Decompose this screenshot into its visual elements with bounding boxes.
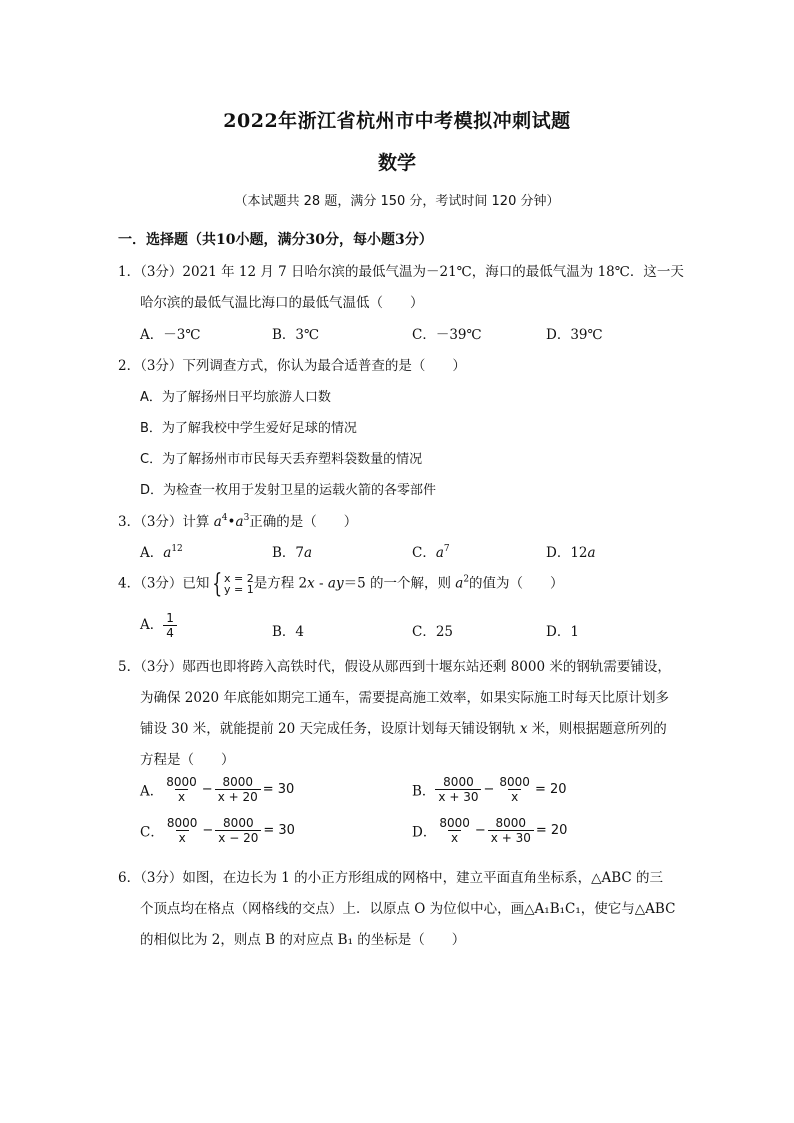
q6-line2: 个顶点均在格点（网格线的交点）上．以原点 O 为位似中心，画△A₁B₁C₁，使它与△ABC [140,901,676,917]
q4-stem: 4．（3分）已知 { x = 2 y = 1 是方程 2x - ay＝5 的一个解，则 $a^2$的值为（ ） [118,569,564,599]
subject-title: 数学 [377,152,416,174]
q2-option-d: D．为检查一枚用于发射卫星的运载火箭的各零部件 [140,483,437,498]
q6-line1: 6．（3分）如图，在边长为 1 的小正方形组成的网格中，建立平面直角坐标系，△ABC 的三 [118,870,664,886]
q2-option-a: A．为了解扬州日平均旅游人口数 [140,390,331,405]
q4-equation-system: { x = 2 y = 1 [212,569,254,599]
q6-line3: 的相似比为 2，则点 B 的对应点 B₁ 的坐标是（ ） [140,932,466,948]
exam-title: 2022年浙江省杭州市中考模拟冲刺试题 [223,110,571,132]
q1-line2: 哈尔滨的最低气温比海口的最低气温低（ ） [140,295,424,311]
q5-line2: 为确保 2020 年底能如期完工通车，需要提高施工效率，如果实际施工时每天比原计划多 [140,690,669,706]
q2-option-c: C．为了解扬州市市民每天丢弃塑料袋数量的情况 [140,452,423,467]
q3-option-c: C．$a^7$ [412,544,450,561]
q1-line1: 1．（3分）2021 年 12 月 7 日哈尔滨的最低气温为－21℃，海口的最低气温为 18℃．这一天 [118,264,684,280]
q5-option-b: B． $\frac{8000}{x + 30}$ − $\frac{8000}{x}$ = 20 [412,775,567,804]
q2-option-b: B．为了解我校中学生爱好足球的情况 [140,421,357,436]
q4-option-d: D．1 [546,624,579,640]
q3-stem: 3．（3分）计算 $a^4•a^3$正确的是（ ） [118,513,358,530]
q4-option-b: B．4 [272,624,305,640]
q4-option-a: A． $\frac{1}{4}$ [140,611,177,640]
q5-line4: 方程是（ ） [140,752,235,768]
q1-option-c: C．－39℃ [412,327,482,343]
exam-note: （本试题共 28 题，满分 150 分，考试时间 120 分钟） [234,194,560,209]
q5-option-d: D． $\frac{8000}{x}$ − $\frac{8000}{x + 30}$ = 20 [412,816,568,845]
section-heading: 一．选择题（共10小题，满分30分，每小题3分） [118,232,433,248]
q1-option-a: A．－3℃ [140,327,201,343]
q3-option-a: A．$a^{12}$ [140,544,183,561]
q5-option-c: C． $\frac{8000}{x}$ − $\frac{8000}{x - 20}$ = 30 [140,816,295,845]
brace-icon: { [212,569,223,599]
q2-line1: 2．（3分）下列调查方式，你认为最合适普查的是（ ） [118,358,466,374]
q5-line3: 铺设 30 米，就能提前 20 天完成任务，设原计划每天铺设钢轨 x 米，则根据题意所列的 [140,721,667,737]
q3-option-b: B．7a [272,545,313,561]
q5-line1: 5．（3分）郧西也即将跨入高铁时代，假设从郧西到十堰东站还剩 8000 米的钢轨需要铺设， [118,659,671,675]
q4-option-c: C．25 [412,624,454,640]
q3-option-d: D．12a [546,545,596,561]
q1-option-b: B．3℃ [272,327,320,343]
q1-option-d: D．39℃ [546,327,603,343]
q5-option-a: A． $\frac{8000}{x}$ − $\frac{8000}{x + 20}$ = 30 [140,775,295,804]
